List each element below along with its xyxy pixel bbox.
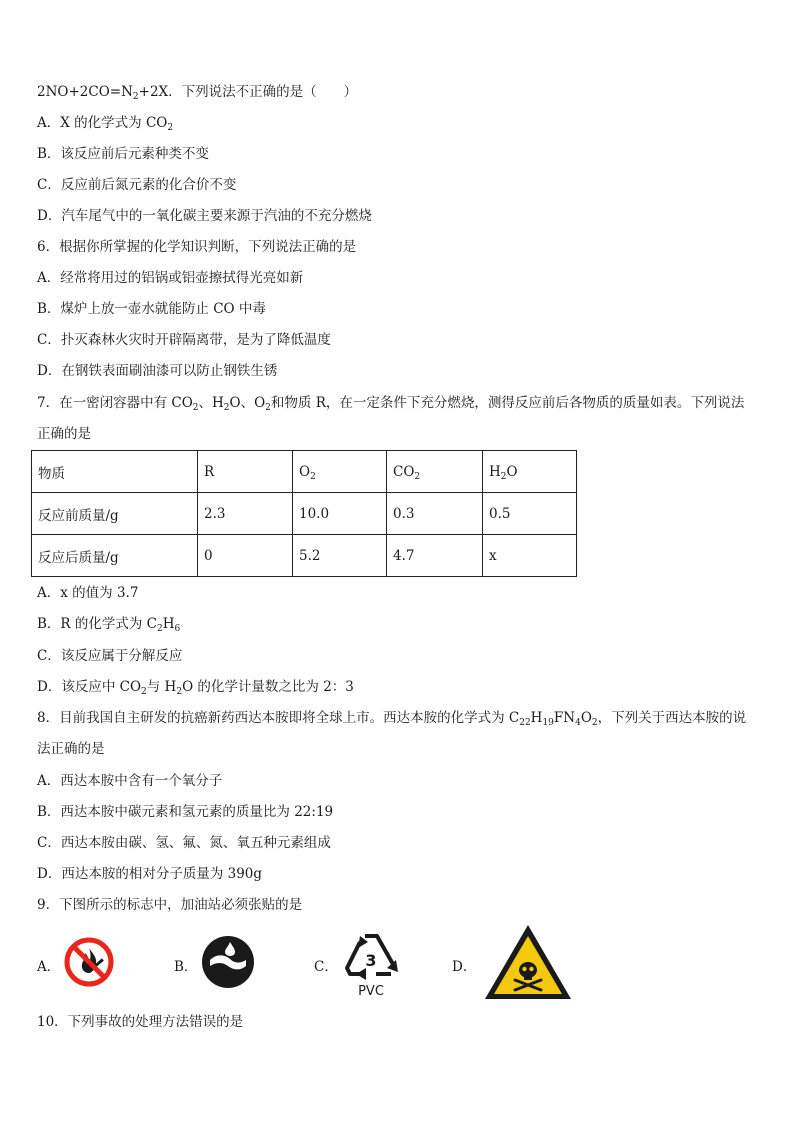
q8-option-a: A．西达本胺中含有一个氧分子: [37, 773, 223, 789]
q9-label-d: D．: [452, 959, 477, 975]
q6-option-c: C．扑灭森林火灾时开辟隔离带，是为了降低温度: [37, 332, 331, 348]
q9-label-b: B．: [174, 959, 198, 975]
q8-stem: 8．目前我国自主研发的抗癌新药西达本胺即将全球上市。西达本胺的化学式为 $C_{22}H_{19}FN_4O_2$，下列关于西达本胺的说: [37, 710, 747, 728]
table-header-row: [32, 451, 577, 493]
water-saving-sign-icon: [200, 934, 256, 990]
q8-stem-line2: 法正确的是: [37, 741, 105, 757]
cell-h2o: x: [483, 535, 577, 577]
no-fire-sign-icon: [63, 936, 115, 988]
q6-stem: 6．根据你所掌握的化学知识判断，下列说法正确的是: [37, 239, 357, 255]
toxic-warning-icon: [482, 922, 574, 1002]
q7-option-d: D．该反应中 $CO_2$与 $H_2O$ 的化学计量数之比为 2：3: [37, 679, 354, 697]
header-co2: $CO_2$: [387, 451, 483, 493]
q5-option-a: A．X 的化学式为 $CO_2$: [37, 115, 174, 133]
q7-option-c: C．该反应属于分解反应: [37, 648, 183, 664]
cell-r: 0: [198, 535, 293, 577]
recycle-pvc-icon: [340, 930, 402, 998]
cell-h2o: 0.5: [483, 493, 577, 535]
q7-option-a: A．x 的值为 3.7: [37, 585, 139, 601]
q10-stem: 10．下列事故的处理方法错误的是: [37, 1014, 244, 1030]
q6-option-b: B．煤炉上放一壶水就能防止 CO 中毒: [37, 301, 266, 317]
q7-stem: 7．在一密闭容器中有 $CO_2$、$H_2O$、$O_2$和物质 R，在一定条件下充分燃烧，测得反应前后各物质的质量如表。下列说法: [37, 395, 745, 413]
q5-stem: $2NO+2CO=N_2+2X$．下列说法不正确的是（ ）: [37, 84, 358, 102]
table-row: [32, 493, 577, 535]
table-row: [32, 535, 577, 577]
row-label: 反应后质量/g: [32, 535, 198, 577]
q8-option-b: B．西达本胺中碳元素和氢元素的质量比为 22:19: [37, 804, 334, 820]
q9-label-c: C．: [314, 959, 338, 975]
q8-option-c: C．西达本胺由碳、氢、氟、氮、氧五种元素组成: [37, 835, 331, 851]
cell-co2: 0.3: [387, 493, 483, 535]
recycle-number: 3: [365, 951, 377, 970]
q6-option-d: D．在钢铁表面刷油漆可以防止钢铁生锈: [37, 363, 278, 379]
header-substance: 物质: [32, 451, 198, 493]
q9-label-a: A．: [37, 959, 61, 975]
q7-mass-table: [31, 450, 577, 577]
q7-stem-line2: 正确的是: [37, 426, 91, 442]
header-o2: $O_2$: [293, 451, 387, 493]
q7-option-b: B．R 的化学式为 $C_2H_6$: [37, 616, 181, 634]
q5-option-d: D．汽车尾气中的一氧化碳主要来源于汽油的不充分燃烧: [37, 208, 372, 224]
cell-r: 2.3: [198, 493, 293, 535]
cell-o2: 5.2: [293, 535, 387, 577]
row-label: 反应前质量/g: [32, 493, 198, 535]
header-r: R: [198, 451, 293, 493]
q6-option-a: A．经常将用过的铝锅或铝壶擦拭得光亮如新: [37, 270, 304, 286]
q5-option-b: B．该反应前后元素种类不变: [37, 146, 209, 162]
cell-o2: 10.0: [293, 493, 387, 535]
recycle-code: PVC: [358, 984, 384, 998]
q9-stem: 9．下图所示的标志中，加油站必须张贴的是: [37, 897, 303, 913]
q8-option-d: D．西达本胺的相对分子质量为 390g: [37, 866, 263, 882]
q5-option-c: C．反应前后氮元素的化合价不变: [37, 177, 237, 193]
header-h2o: $H_2O$: [483, 451, 577, 493]
cell-co2: 4.7: [387, 535, 483, 577]
